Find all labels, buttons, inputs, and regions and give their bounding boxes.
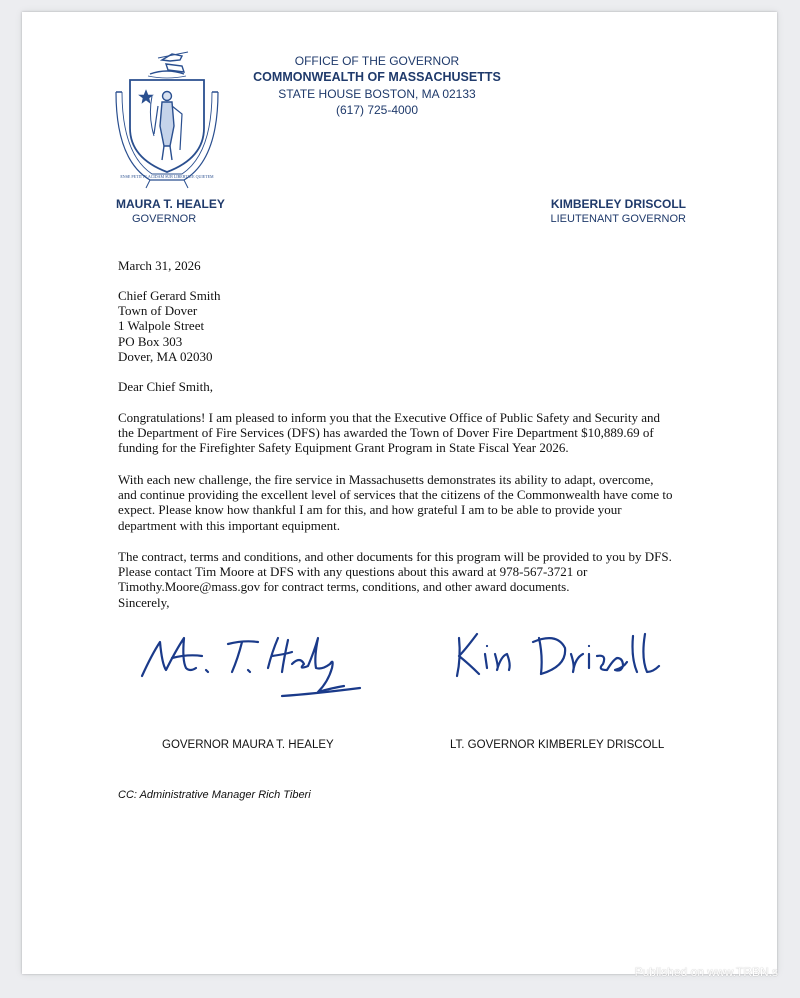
commonwealth-line: COMMONWEALTH OF MASSACHUSETTS (253, 70, 501, 84)
paragraph-thanks (118, 472, 708, 533)
paragraph-line: the Department of Fire Services (DFS) has awarded the Town of Dover Fire Department $10,889.69 of (118, 425, 654, 441)
paragraph-line: Timothy.Moore@mass.gov for contract terms, conditions, and other award documents. (118, 579, 570, 595)
paragraph-line: With each new challenge, the fire service in Massachusetts demonstrates its ability to adapt, overcome, (118, 472, 654, 487)
seal-motto-text: ENSE PETIT PLACIDAM SUB LIBERTATE QUIETEM (120, 174, 214, 179)
salutation: Dear Chief Smith, (118, 379, 213, 394)
lieutenant-governor-signature (447, 624, 667, 694)
letter-page (22, 12, 777, 974)
paragraph-contact (118, 549, 708, 610)
governor-signature-name: GOVERNOR MAURA T. HEALEY (162, 739, 334, 751)
recipient-line: Chief Gerard Smith (118, 288, 221, 303)
recipient-line: 1 Walpole Street (118, 318, 205, 334)
governor-name: MAURA T. HEALEY (116, 197, 225, 211)
lieutenant-governor-name: KIMBERLEY DRISCOLL (550, 197, 686, 211)
recipient-address (118, 288, 708, 364)
office-line: OFFICE OF THE GOVERNOR (294, 54, 460, 68)
letter-date: March 31, 2026 (118, 258, 201, 273)
paragraph-line: Please contact Tim Moore at DFS with any questions about this award at 978-567-3721 or (118, 564, 588, 580)
governor-signature (132, 624, 362, 704)
recipient-line: Dover, MA 02030 (118, 348, 213, 364)
lieutenant-governor-signature-name: LT. GOVERNOR KIMBERLEY DRISCOLL (450, 739, 665, 751)
paragraph-line: Congratulations! I am pleased to inform you that the Executive Office of Public Safety and Security and (118, 410, 661, 425)
governor-title: GOVERNOR (132, 213, 197, 225)
phone-line: (617) 725-4000 (335, 103, 419, 117)
watermark-footer: Published on www.TRBN.s (634, 965, 778, 979)
lieutenant-governor-title: LIEUTENANT GOVERNOR (550, 213, 686, 225)
paragraph-line: and continue providing the excellent level of services that the citizens of the Commonwealth have come to (118, 487, 673, 503)
massachusetts-seal-logo (110, 50, 225, 190)
paragraph-line: department with this important equipment. (118, 517, 341, 533)
closing: Sincerely, (118, 594, 170, 610)
paragraph-line: expect. Please know how thankful I am for this, and how grateful I am to be able to provide your (118, 502, 622, 518)
cc-line: CC: Administrative Manager Rich Tiberi (118, 789, 311, 801)
address-line: STATE HOUSE BOSTON, MA 02133 (278, 87, 476, 101)
paragraph-line: The contract, terms and conditions, and other documents for this program will be provided to you by DFS. (118, 549, 672, 564)
recipient-line: Town of Dover (118, 303, 198, 319)
paragraph-line: funding for the Firefighter Safety Equipment Grant Program in State Fiscal Year 2026. (118, 440, 569, 456)
recipient-line: PO Box 303 (118, 333, 183, 349)
paragraph-award (118, 410, 708, 456)
